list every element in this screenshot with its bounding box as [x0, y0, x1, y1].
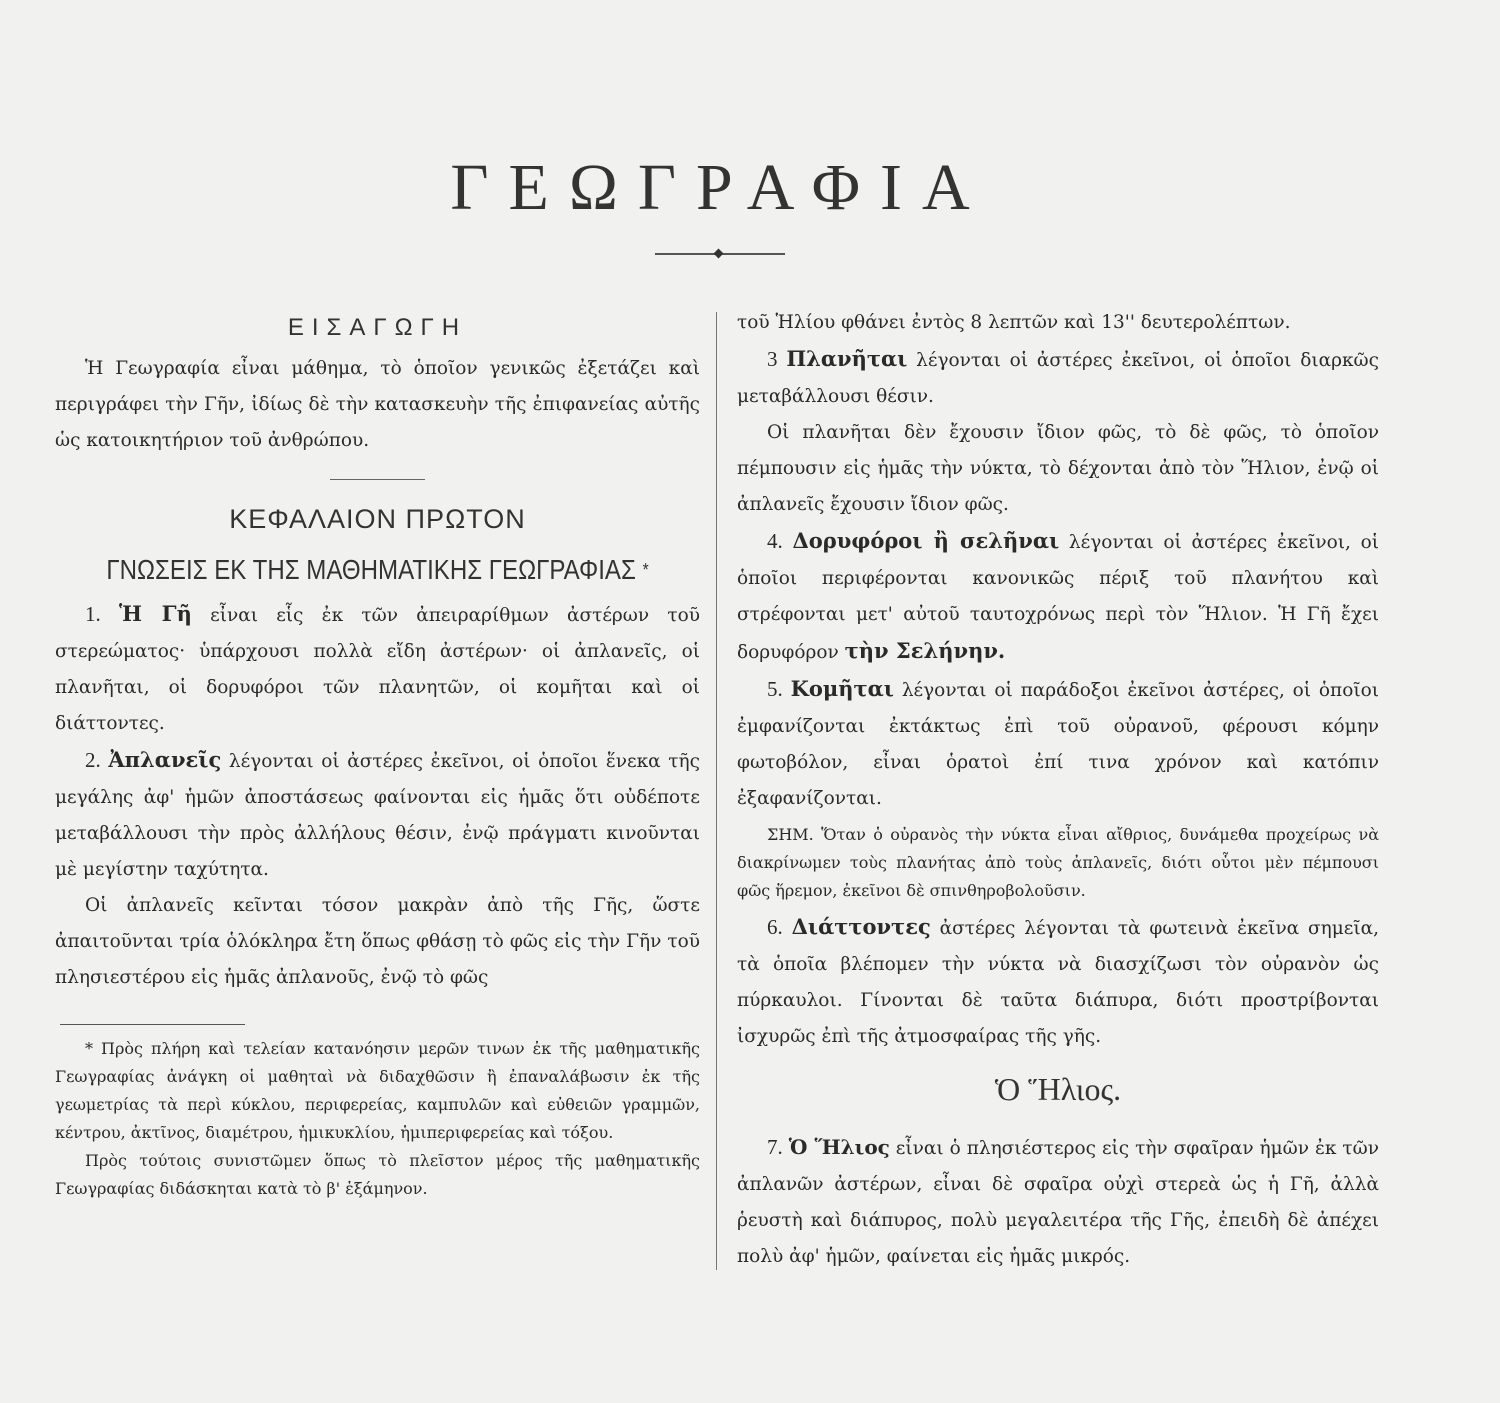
paragraph-3-continued: Οἱ πλανῆται δὲν ἔχουσιν ἴδιον φῶς, τὸ δὲ φῶς, τὸ ὁποῖον πέμπουσιν εἰς ἡμᾶς τὴν νύκτα, τὸ δέχονται ἀπὸ τὸν Ἥλιον, ἐνῷ οἱ ἀπλανεῖς ἔχουσιν ἴδιον φῶς. — [737, 422, 1379, 515]
paragraph-term: Δορυφόροι ἢ σελῆναι — [792, 528, 1060, 553]
chapter-heading: ΚΕΦΑΛΑΙΟΝ ΠΡΩΤΟΝ — [229, 504, 526, 534]
paragraph-text: εἶναι εἷς ἐκ τῶν ἀπειραρίθμων ἀστέρων τοῦ στερεώματος· ὑπάρχουσι πολλὰ εἴδη ἀστέρων· οἱ ἀπλανεῖς, οἱ πλανῆται, οἱ δορυφόροι τῶν πλανητῶν, οἱ κομῆται καὶ οἱ διάττοντες. — [55, 605, 701, 734]
paragraph-text: λέγονται οἱ παράδοξοι ἐκεῖνοι ἀστέρες, οἱ ὁποῖοι ἐμφανίζονται ἐκτάκτως ἐπὶ τοῦ οὐρανοῦ, φέρουσι κόμην φωτοβόλον, εἶναι ὁρατοὶ ἐπί τινα χρόνον καὶ κατόπιν ἐξαφανίζονται. — [737, 680, 1379, 809]
footnote-marker: * — [642, 560, 649, 580]
paragraph-term: Κομῆται — [790, 676, 894, 701]
paragraph-number: 1. — [85, 602, 101, 626]
paragraph-text: λέγονται οἱ ἀστέρες ἐκεῖνοι, οἱ ὁποῖοι ἕνεκα τῆς μεγάλης ἀφ' ἡμῶν ἀποστάσεως φαίνονται εἰς ἡμᾶς ὅτι οὐδέποτε μεταβάλλουσι τὴν πρὸς ἀλλήλους θέσιν, ἐνῷ πράγματι κινοῦνται μὲ μεγίστην ταχύτητα. — [55, 751, 700, 880]
paragraph-term: Ὁ Ἥλιος — [788, 1135, 890, 1159]
paragraph-text: λέγονται οἱ ἀστέρες ἐκεῖνοι, οἱ ὁποῖοι διαρκῶς μεταβάλλουσι θέσιν. — [737, 350, 1379, 407]
paragraph-text: εἶναι ὁ πλησιέστερος εἰς τὴν σφαῖραν ἡμῶν ἐκ τῶν ἀπλανῶν ἀστέρων, εἶναι δὲ σφαῖρα οὐχὶ στερεὰ ὡς ἡ Γῆ, ἀλλὰ ῥευστὴ καὶ διάπυρος, πολὺ μεγαλειτέρα τῆς Γῆς, ἐπειδὴ δὲ ἀπέχει πολὺ ἀφ' ἡμῶν, φαίνεται εἰς ἡμᾶς μικρός. — [737, 1138, 1379, 1267]
paragraph-term: Ἡ Γῆ — [119, 601, 192, 626]
title-ornament — [655, 253, 785, 255]
footnote-divider — [60, 1024, 245, 1025]
paragraph-term: Διάττοντες — [791, 914, 931, 939]
left-column — [55, 305, 700, 1203]
sun-heading: Ὁ Ἥλιος. — [994, 1071, 1122, 1107]
paragraph-number: 7. — [767, 1135, 783, 1159]
paragraph-6 — [737, 909, 1379, 1055]
footnote-2: Πρὸς τούτοις συνιστῶμεν ὅπως τὸ πλεῖστον μέρος τῆς μαθηματικῆς Γεωγραφίας διδάσκηται κατὰ τὸ β' ἑξάμηνον. — [55, 1151, 700, 1198]
column-divider — [716, 312, 717, 1270]
paragraph-text: ἀστέρες λέγονται τὰ φωτεινὰ ἐκεῖνα σημεῖα, τὰ ὁποῖα βλέπομεν τὴν νύκτα νὰ διασχίζωσι τὸν οὐρανὸν ὡς πύρκαυλοι. Γίνονται δὲ ταῦτα διάπυρα, διότι προστρίβονται ἰσχυρῶς ἐπὶ τῆς ἀτμοσφαίρας τῆς γῆς. — [737, 918, 1379, 1047]
paragraph-3 — [737, 341, 1379, 415]
section-divider — [330, 479, 425, 480]
paragraph-1 — [55, 596, 700, 742]
introduction-heading: ΕΙΣΑΓΩΓΗ — [287, 314, 468, 341]
paragraph-number: 2. — [85, 748, 101, 772]
paragraph-text: λέγονται οἱ ἀστέρες ἐκεῖνοι, οἱ ὁποῖοι περιφέρονται κανονικῶς πέριξ τοῦ πλανήτου καὶ στρέφονται μετ' αὐτοῦ ταυτοχρόνως περὶ τὸν Ἥλιον. Ἡ Γῆ ἔχει δορυφόρον — [737, 532, 1379, 663]
paragraph-2-end: τοῦ Ἡλίου φθάνει ἐντὸς 8 λεπτῶν καὶ 13'' δευτερολέπτων. — [737, 312, 1291, 333]
paragraph-term: Ἀπλανεῖς — [108, 747, 222, 772]
page-title: ΓΕΩΓΡΑΦΙΑ — [450, 151, 990, 224]
paragraph-5 — [737, 671, 1379, 817]
paragraph-2-continued: Οἱ ἀπλανεῖς κεῖνται τόσον μακρὰν ἀπὸ τῆς Γῆς, ὥστε ἀπαιτοῦνται τρία ὁλόκληρα ἔτη ὅπως φθάσῃ τὸ φῶς εἰς τὴν Γῆν τοῦ πλησιεστέρου εἰς ἡμᾶς ἀπλανοῦς, ἐνῷ τὸ φῶς — [55, 895, 700, 988]
paragraph-7 — [737, 1129, 1379, 1275]
section-heading-text: ΓΝΩΣΕΙΣ ΕΚ ΤΗΣ ΜΑΘΗΜΑΤΙΚΗΣ ΓΕΩΓΡΑΦΙΑΣ — [106, 554, 636, 585]
footnote-1: * Πρὸς πλήρη καὶ τελείαν κατανόησιν μερῶν τινων ἐκ τῆς μαθηματικῆς Γεωγραφίας ἀνάγκη οἱ μαθηταὶ νὰ διδαχθῶσιν ἢ ἐπαναλάβωσιν ἐκ τῆς γεωμετρίας τὰ περὶ κύκλου, περιφερείας, καμπυλῶν καὶ εὐθειῶν γραμμῶν, κέντρου, ἀκτῖνος, διαμέτρου, ἡμικυκλίου, ἡμιπεριφερείας καὶ τόξου. — [55, 1039, 700, 1142]
paragraph-number: 5. — [767, 677, 783, 701]
paragraph-2 — [55, 742, 700, 888]
paragraph-term-2: τὴν Σελήνην. — [844, 638, 1006, 663]
right-column — [737, 305, 1379, 1275]
note: ΣΗΜ. Ὅταν ὁ οὐρανὸς τὴν νύκτα εἶναι αἴθριος, δυνάμεθα προχείρως νὰ διακρίνωμεν τοὺς πλανήτας ἀπὸ τοὺς ἀπλανεῖς, διότι οὗτοι μὲν πέμπουσι φῶς ἥρεμον, ἐκεῖνοι δὲ σπινθηροβολοῦσιν. — [737, 825, 1379, 900]
paragraph-number: 6. — [767, 915, 783, 939]
paragraph-term: Πλανῆται — [786, 346, 908, 371]
paragraph-4 — [737, 523, 1379, 671]
section-heading — [100, 544, 655, 596]
introduction-text: Ἡ Γεωγραφία εἶναι μάθημα, τὸ ὁποῖον γενικῶς ἐξετάζει καὶ περιγράφει τὴν Γῆν, ἰδίως δὲ τὴν κατασκευὴν τῆς ἐπιφανείας αὐτῆς ὡς κατοικητήριον τοῦ ἀνθρώπου. — [55, 358, 700, 451]
paragraph-number: 3 — [767, 347, 778, 371]
paragraph-number: 4. — [767, 529, 783, 553]
